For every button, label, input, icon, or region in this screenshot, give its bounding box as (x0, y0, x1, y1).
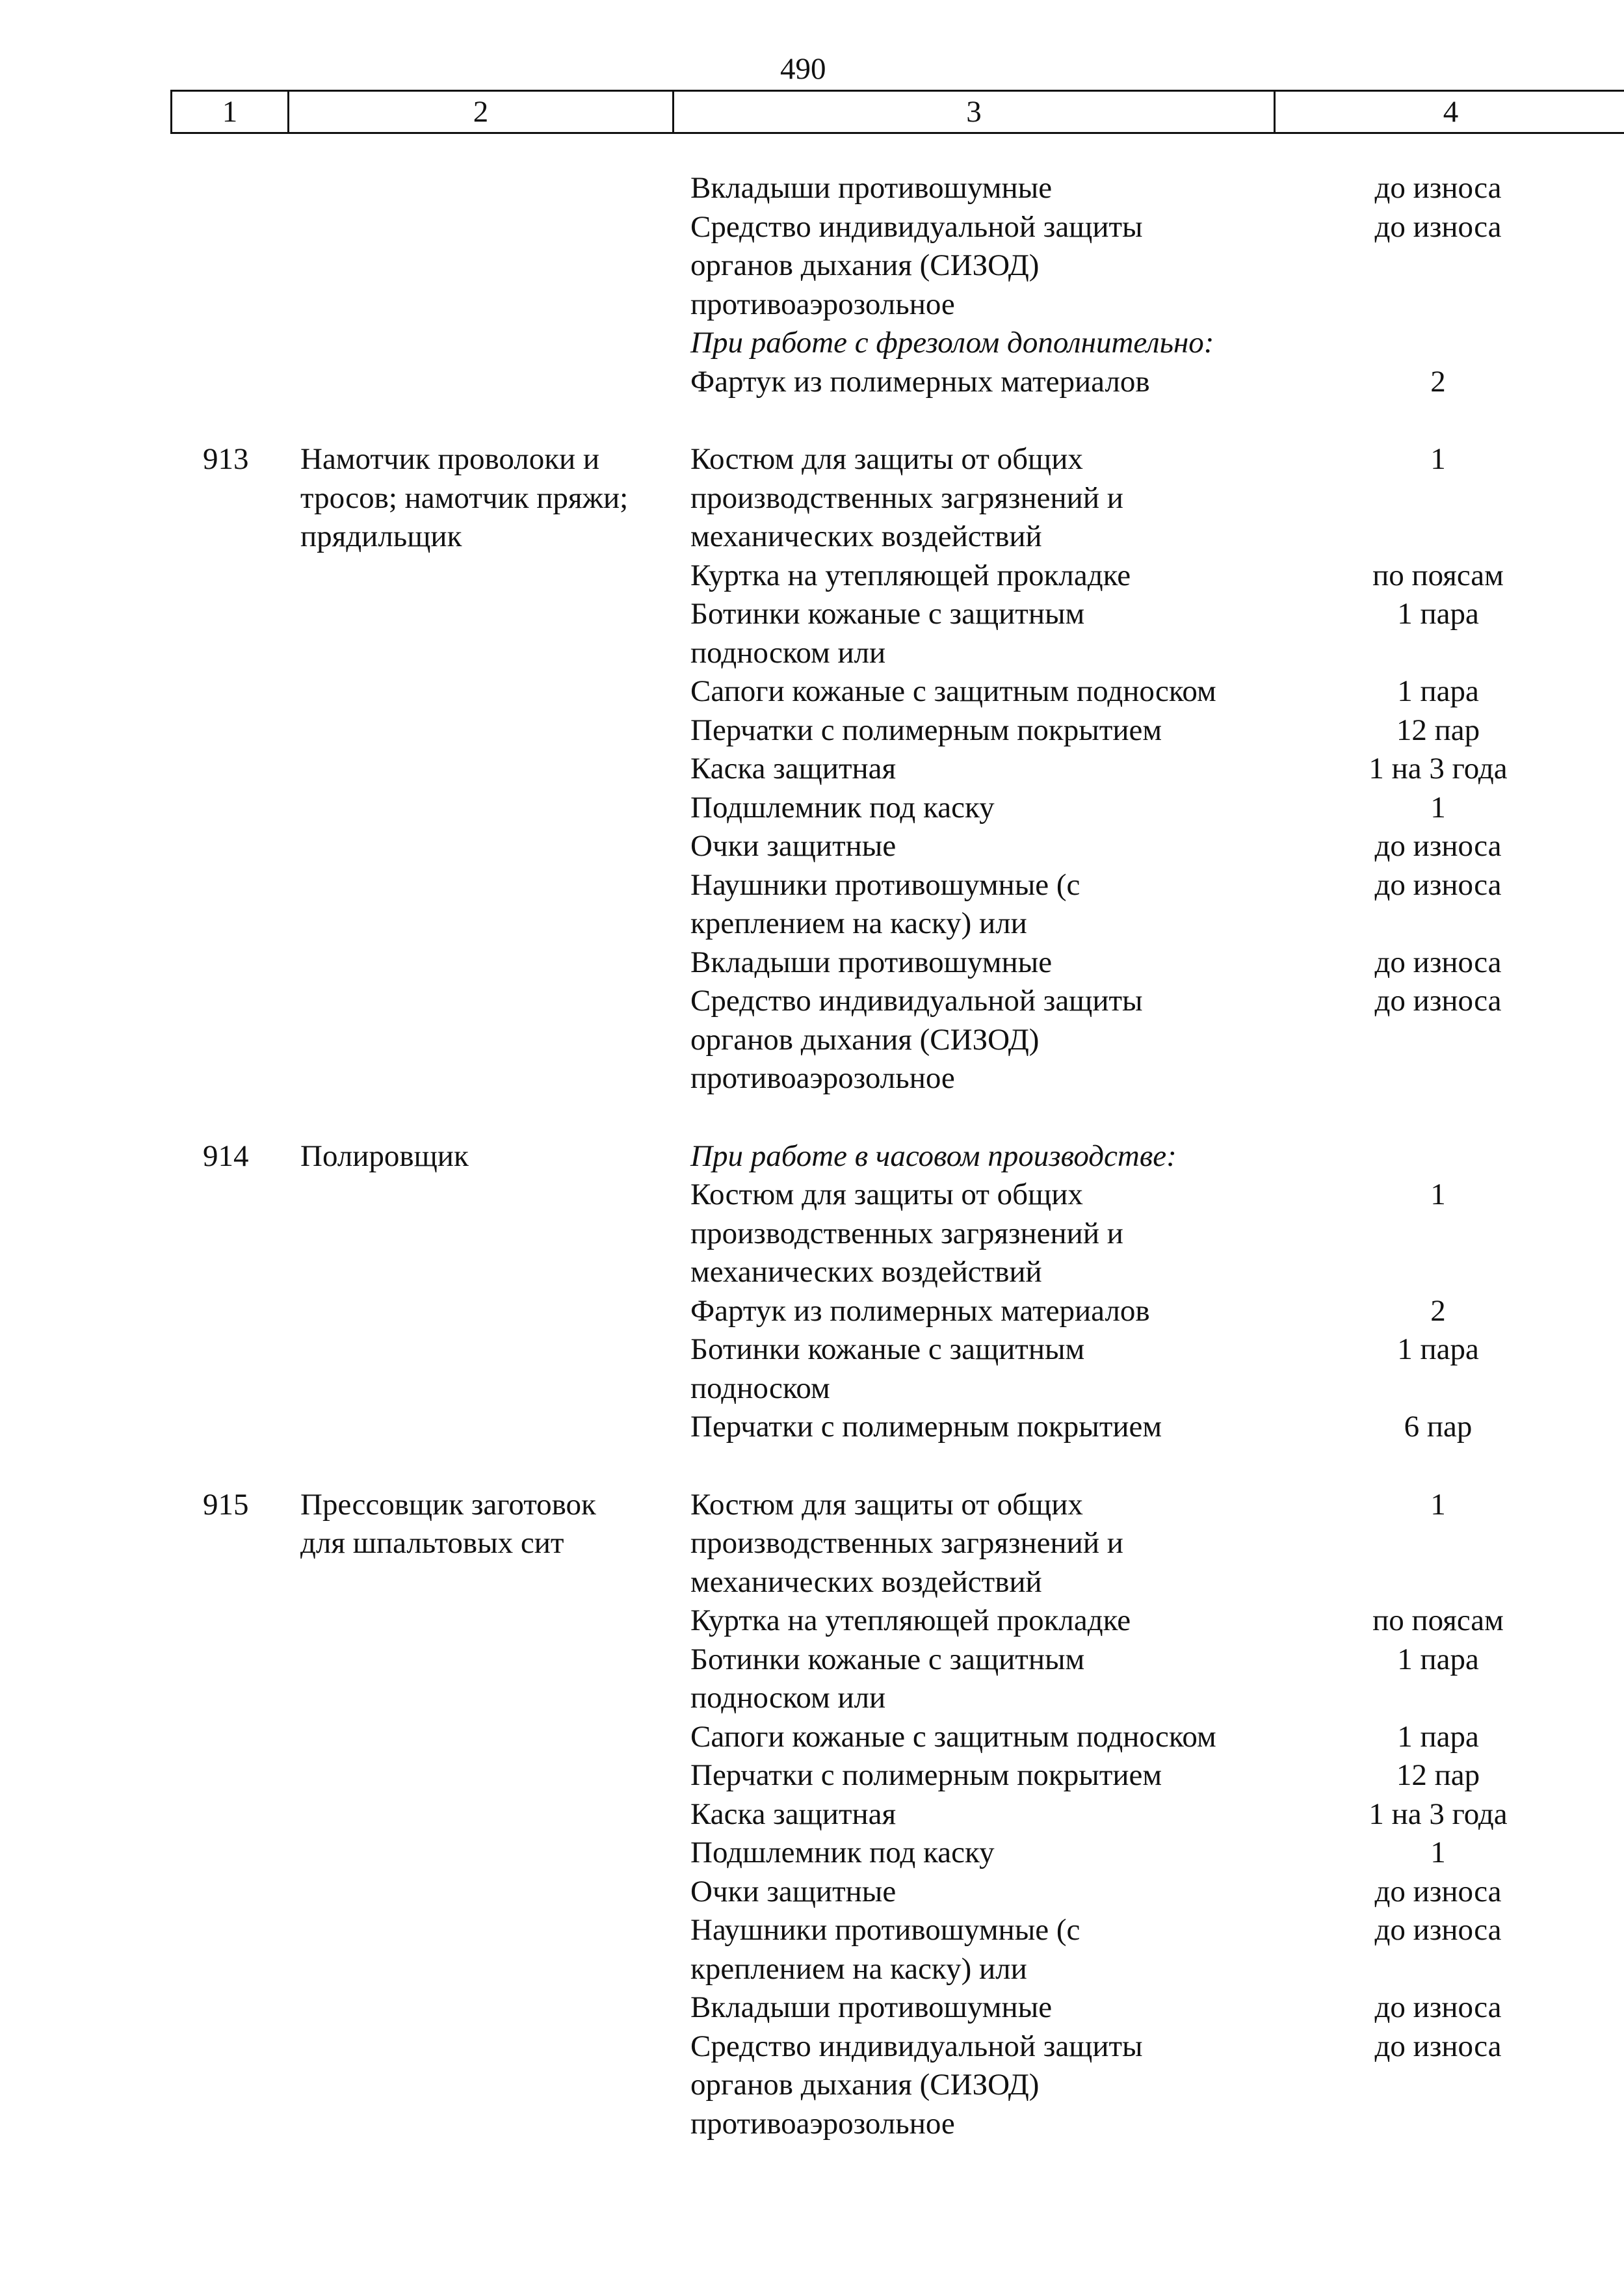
row-number (0, 2105, 300, 2144)
ppe-quantity: 2 (1430, 364, 1446, 399)
ppe-quantity: до износа (1374, 984, 1502, 1018)
profession-name (300, 1873, 690, 1912)
row-number (0, 1950, 300, 1989)
ppe-quantity (1341, 479, 1536, 518)
ppe-item: Средство индивидуальной защиты (690, 209, 1143, 244)
condition-note: При работе в часовом производстве: (690, 1139, 1177, 1173)
group-gap (0, 1447, 1624, 1486)
table-row (0, 1059, 1624, 1098)
row-number (0, 285, 300, 324)
ppe-quantity: 12 пар (1396, 1758, 1480, 1792)
row-number (0, 1679, 300, 1718)
row-number (0, 1176, 300, 1215)
table-row (0, 1408, 1624, 1447)
row-number (0, 1408, 300, 1447)
ppe-item: Каска защитная (690, 1797, 897, 1831)
profession-name (300, 246, 690, 285)
profession-name (300, 1641, 690, 1680)
ppe-item: Ботинки кожаные с защитным (690, 597, 1085, 631)
ppe-item: механических воздействий (690, 520, 1042, 553)
ppe-item: Костюм для защиты от общих (690, 442, 1083, 476)
ppe-quantity: по поясам (1372, 1603, 1504, 1637)
profession-name (300, 2105, 690, 2144)
ppe-item: Вкладыши противошумные (690, 171, 1053, 205)
condition-note: При работе с фрезолом дополнительно: (690, 326, 1214, 360)
profession-name (300, 285, 690, 324)
table-body (0, 169, 1624, 2143)
table-row (0, 285, 1624, 324)
row-number (0, 2066, 300, 2105)
row-number (0, 634, 300, 673)
profession-name (300, 1563, 690, 1602)
profession-name (300, 1988, 690, 2027)
profession-name: прядильщик (300, 520, 462, 553)
table-row (0, 479, 1624, 518)
group-gap (0, 401, 1624, 440)
ppe-quantity: 1 пара (1397, 674, 1479, 708)
ppe-item: Средство индивидуальной защиты (690, 2029, 1143, 2063)
table-row (0, 2066, 1624, 2105)
row-number (0, 1641, 300, 1680)
ppe-quantity (1341, 285, 1536, 324)
profession-name (300, 557, 690, 596)
profession-name (300, 904, 690, 943)
profession-name: тросов; намотчик пряжи; (300, 481, 629, 515)
ppe-quantity: до износа (1374, 171, 1502, 205)
profession-name (300, 1602, 690, 1641)
ppe-item: Наушники противошумные (с (690, 867, 1080, 902)
ppe-item: креплением на каску) или (690, 1951, 1027, 1986)
profession-name (300, 1718, 690, 1757)
profession-name (300, 1679, 690, 1718)
table-row (0, 1641, 1624, 1680)
ppe-quantity: 1 на 3 года (1369, 752, 1508, 785)
ppe-item: Средство индивидуальной защиты (690, 984, 1143, 1018)
profession-name (300, 634, 690, 673)
ppe-item: Очки защитные (690, 829, 897, 863)
row-number (0, 1215, 300, 1254)
table-row (0, 1176, 1624, 1215)
ppe-item: органов дыхания (СИЗОД) (690, 2068, 1040, 2102)
table-row (0, 1215, 1624, 1254)
profession-name (300, 1834, 690, 1873)
header-col-4: 4 (1443, 95, 1459, 129)
table-group (0, 1137, 1624, 1447)
table-row (0, 827, 1624, 866)
table-header (170, 90, 1624, 134)
ppe-item: Костюм для защиты от общих (690, 1178, 1083, 1211)
table-row (0, 1486, 1624, 1525)
ppe-item: подноском или (690, 1681, 886, 1715)
row-number (0, 557, 300, 596)
row-number (0, 208, 300, 247)
ppe-quantity (1341, 904, 1536, 943)
ppe-quantity: 1 пара (1397, 597, 1479, 631)
ppe-item: Перчатки с полимерным покрытием (690, 1758, 1162, 1792)
ppe-item: подноском или (690, 635, 886, 670)
ppe-quantity: 6 пар (1404, 1410, 1473, 1444)
table-row (0, 1524, 1624, 1563)
ppe-quantity: 1 (1430, 442, 1446, 476)
profession-name (300, 1408, 690, 1447)
row-number (0, 1756, 300, 1795)
table-row (0, 1021, 1624, 1060)
table-row (0, 789, 1624, 828)
row-number (0, 1330, 300, 1369)
profession-name (300, 1292, 690, 1331)
profession-name (300, 1756, 690, 1795)
table-row (0, 672, 1624, 711)
profession-name (300, 1911, 690, 1950)
table-row (0, 1253, 1624, 1292)
row-number (0, 1059, 300, 1098)
row-number (0, 1369, 300, 1408)
ppe-quantity: до износа (1374, 2029, 1502, 2063)
table-row (0, 1795, 1624, 1834)
ppe-item: креплением на каску) или (690, 906, 1027, 940)
ppe-item: подноском (690, 1371, 830, 1405)
table-row (0, 634, 1624, 673)
row-number (0, 1911, 300, 1950)
ppe-item: органов дыхания (СИЗОД) (690, 248, 1040, 282)
ppe-item: производственных загрязнений и (690, 481, 1123, 515)
ppe-quantity: 1 (1430, 1487, 1446, 1522)
ppe-quantity: 1 на 3 года (1369, 1797, 1508, 1831)
ppe-item: противоаэрозольное (690, 2106, 955, 2141)
ppe-quantity: 2 (1430, 1293, 1446, 1328)
ppe-quantity: до износа (1374, 829, 1502, 863)
row-number (0, 479, 300, 518)
row-number (0, 789, 300, 828)
ppe-quantity: 1 пара (1397, 1332, 1479, 1366)
table-row (0, 440, 1624, 479)
table-row (0, 595, 1624, 634)
row-number (0, 324, 300, 363)
header-col-3: 3 (674, 92, 1276, 132)
header-col-1: 1 (172, 92, 289, 132)
ppe-item: Перчатки с полимерным покрытием (690, 1410, 1162, 1444)
profession-name (300, 1795, 690, 1834)
table-row (0, 866, 1624, 905)
ppe-item: производственных загрязнений и (690, 1526, 1123, 1560)
row-number (0, 1602, 300, 1641)
ppe-item: Наушники противошумные (с (690, 1913, 1080, 1947)
row-number (0, 595, 300, 634)
row-number (0, 363, 300, 402)
ppe-quantity (1341, 246, 1536, 285)
profession-name (300, 866, 690, 905)
row-number (0, 1988, 300, 2027)
profession-name (300, 2066, 690, 2105)
ppe-item: Куртка на утепляющей прокладке (690, 1603, 1131, 1637)
ppe-quantity: по поясам (1372, 558, 1504, 592)
ppe-item: противоаэрозольное (690, 287, 955, 321)
row-number (0, 1834, 300, 1873)
ppe-quantity: 1 пара (1397, 1642, 1479, 1676)
ppe-item: механических воздействий (690, 1564, 1042, 1599)
profession-name (300, 1253, 690, 1292)
profession-name (300, 1059, 690, 1098)
ppe-item: Подшлемник под каску (690, 790, 995, 825)
table-row (0, 2105, 1624, 2144)
row-number: 915 (203, 1487, 249, 1522)
ppe-quantity (1341, 634, 1536, 673)
row-number (0, 518, 300, 557)
table-group (0, 440, 1624, 1098)
row-number (0, 711, 300, 750)
group-gap (0, 1098, 1624, 1137)
ppe-quantity (1341, 2105, 1536, 2144)
table-row (0, 324, 1624, 363)
ppe-quantity (1341, 1215, 1536, 1254)
profession-name (300, 1950, 690, 1989)
table-row (0, 1756, 1624, 1795)
row-number (0, 982, 300, 1021)
profession-name (300, 1215, 690, 1254)
row-number (0, 866, 300, 905)
profession-name (300, 827, 690, 866)
ppe-quantity (1341, 1253, 1536, 1292)
table-row (0, 1330, 1624, 1369)
ppe-quantity (1341, 1524, 1536, 1563)
table-row (0, 1137, 1624, 1176)
ppe-quantity: 12 пар (1396, 713, 1480, 747)
ppe-item: Ботинки кожаные с защитным (690, 1642, 1085, 1676)
ppe-item: производственных загрязнений и (690, 1216, 1123, 1250)
row-number (0, 1563, 300, 1602)
profession-name (300, 324, 690, 363)
row-number (0, 943, 300, 983)
ppe-item: Фартук из полимерных материалов (690, 364, 1150, 399)
ppe-quantity: до износа (1374, 1874, 1502, 1908)
table-row (0, 750, 1624, 789)
ppe-item: Вкладыши противошумные (690, 1990, 1053, 2024)
ppe-item: Очки защитные (690, 1874, 897, 1908)
profession-name: Намотчик проволоки и (300, 442, 600, 476)
row-number (0, 827, 300, 866)
ppe-quantity (1341, 2066, 1536, 2105)
table-row (0, 208, 1624, 247)
profession-name (300, 169, 690, 208)
profession-name (300, 1176, 690, 1215)
ppe-item: Перчатки с полимерным покрытием (690, 713, 1162, 747)
ppe-quantity (1341, 1563, 1536, 1602)
table-row (0, 1718, 1624, 1757)
table-group (0, 1486, 1624, 2144)
ppe-quantity: до износа (1374, 867, 1502, 902)
row-number: 913 (203, 442, 249, 476)
row-number (0, 904, 300, 943)
ppe-item: противоаэрозольное (690, 1061, 955, 1095)
profession-name (300, 1021, 690, 1060)
ppe-item: Куртка на утепляющей прокладке (690, 558, 1131, 592)
row-number (0, 1795, 300, 1834)
profession-name (300, 1330, 690, 1369)
table-row (0, 1911, 1624, 1950)
profession-name (300, 711, 690, 750)
row-number (0, 750, 300, 789)
table-row (0, 246, 1624, 285)
ppe-quantity (1341, 324, 1536, 363)
table-row (0, 1950, 1624, 1989)
table-row (0, 1873, 1624, 1912)
row-number (0, 1524, 300, 1563)
ppe-item: Фартук из полимерных материалов (690, 1293, 1150, 1328)
ppe-item: Каска защитная (690, 752, 897, 785)
row-number (0, 1873, 300, 1912)
profession-name (300, 672, 690, 711)
ppe-quantity (1341, 1137, 1536, 1176)
ppe-quantity: 1 пара (1397, 1719, 1479, 1754)
profession-name (300, 943, 690, 983)
profession-name (300, 750, 690, 789)
ppe-item: Костюм для защиты от общих (690, 1487, 1083, 1522)
table-row (0, 1563, 1624, 1602)
row-number: 914 (203, 1139, 249, 1173)
table-row (0, 1834, 1624, 1873)
profession-name (300, 363, 690, 402)
table-row (0, 169, 1624, 208)
table-row (0, 904, 1624, 943)
profession-name (300, 1369, 690, 1408)
row-number (0, 1292, 300, 1331)
ppe-quantity (1341, 1950, 1536, 1989)
ppe-quantity (1341, 518, 1536, 557)
ppe-quantity: 1 (1430, 1836, 1446, 1869)
profession-name (300, 2027, 690, 2066)
ppe-quantity (1341, 1369, 1536, 1408)
table-row (0, 982, 1624, 1021)
row-number (0, 1718, 300, 1757)
table-row (0, 1679, 1624, 1718)
ppe-quantity (1341, 1021, 1536, 1060)
table-row (0, 1988, 1624, 2027)
ppe-quantity: до износа (1374, 945, 1502, 979)
ppe-item: механических воздействий (690, 1255, 1042, 1289)
table-row (0, 1602, 1624, 1641)
ppe-item: Сапоги кожаные с защитным подноском (690, 674, 1216, 708)
table-row (0, 557, 1624, 596)
profession-name: Прессовщик заготовок (300, 1487, 596, 1522)
table-row (0, 711, 1624, 750)
row-number (0, 169, 300, 208)
profession-name (300, 595, 690, 634)
table-row (0, 2027, 1624, 2066)
row-number (0, 1021, 300, 1060)
ppe-quantity: до износа (1374, 1913, 1502, 1947)
table-row (0, 943, 1624, 983)
ppe-item: органов дыхания (СИЗОД) (690, 1022, 1040, 1057)
row-number (0, 672, 300, 711)
header-col-2: 2 (289, 92, 674, 132)
profession-name (300, 789, 690, 828)
row-number (0, 1253, 300, 1292)
ppe-item: Ботинки кожаные с защитным (690, 1332, 1085, 1366)
table-row (0, 1292, 1624, 1331)
ppe-item: Подшлемник под каску (690, 1836, 995, 1869)
row-number (0, 246, 300, 285)
table-row (0, 363, 1624, 402)
row-number (0, 2027, 300, 2066)
profession-name (300, 208, 690, 247)
page-number: 490 (780, 52, 826, 86)
profession-name: для шпальтовых сит (300, 1526, 564, 1560)
ppe-quantity: до износа (1374, 209, 1502, 244)
ppe-quantity (1341, 1059, 1536, 1098)
ppe-quantity: 1 (1430, 790, 1446, 825)
profession-name: Полировщик (300, 1139, 469, 1173)
table-group (0, 169, 1624, 401)
ppe-quantity: 1 (1430, 1178, 1446, 1211)
ppe-quantity: до износа (1374, 1990, 1502, 2024)
profession-name (300, 982, 690, 1021)
ppe-item: Сапоги кожаные с защитным подноском (690, 1719, 1216, 1754)
table-row (0, 1369, 1624, 1408)
ppe-quantity (1341, 1679, 1536, 1718)
table-row (0, 518, 1624, 557)
ppe-item: Вкладыши противошумные (690, 945, 1053, 979)
